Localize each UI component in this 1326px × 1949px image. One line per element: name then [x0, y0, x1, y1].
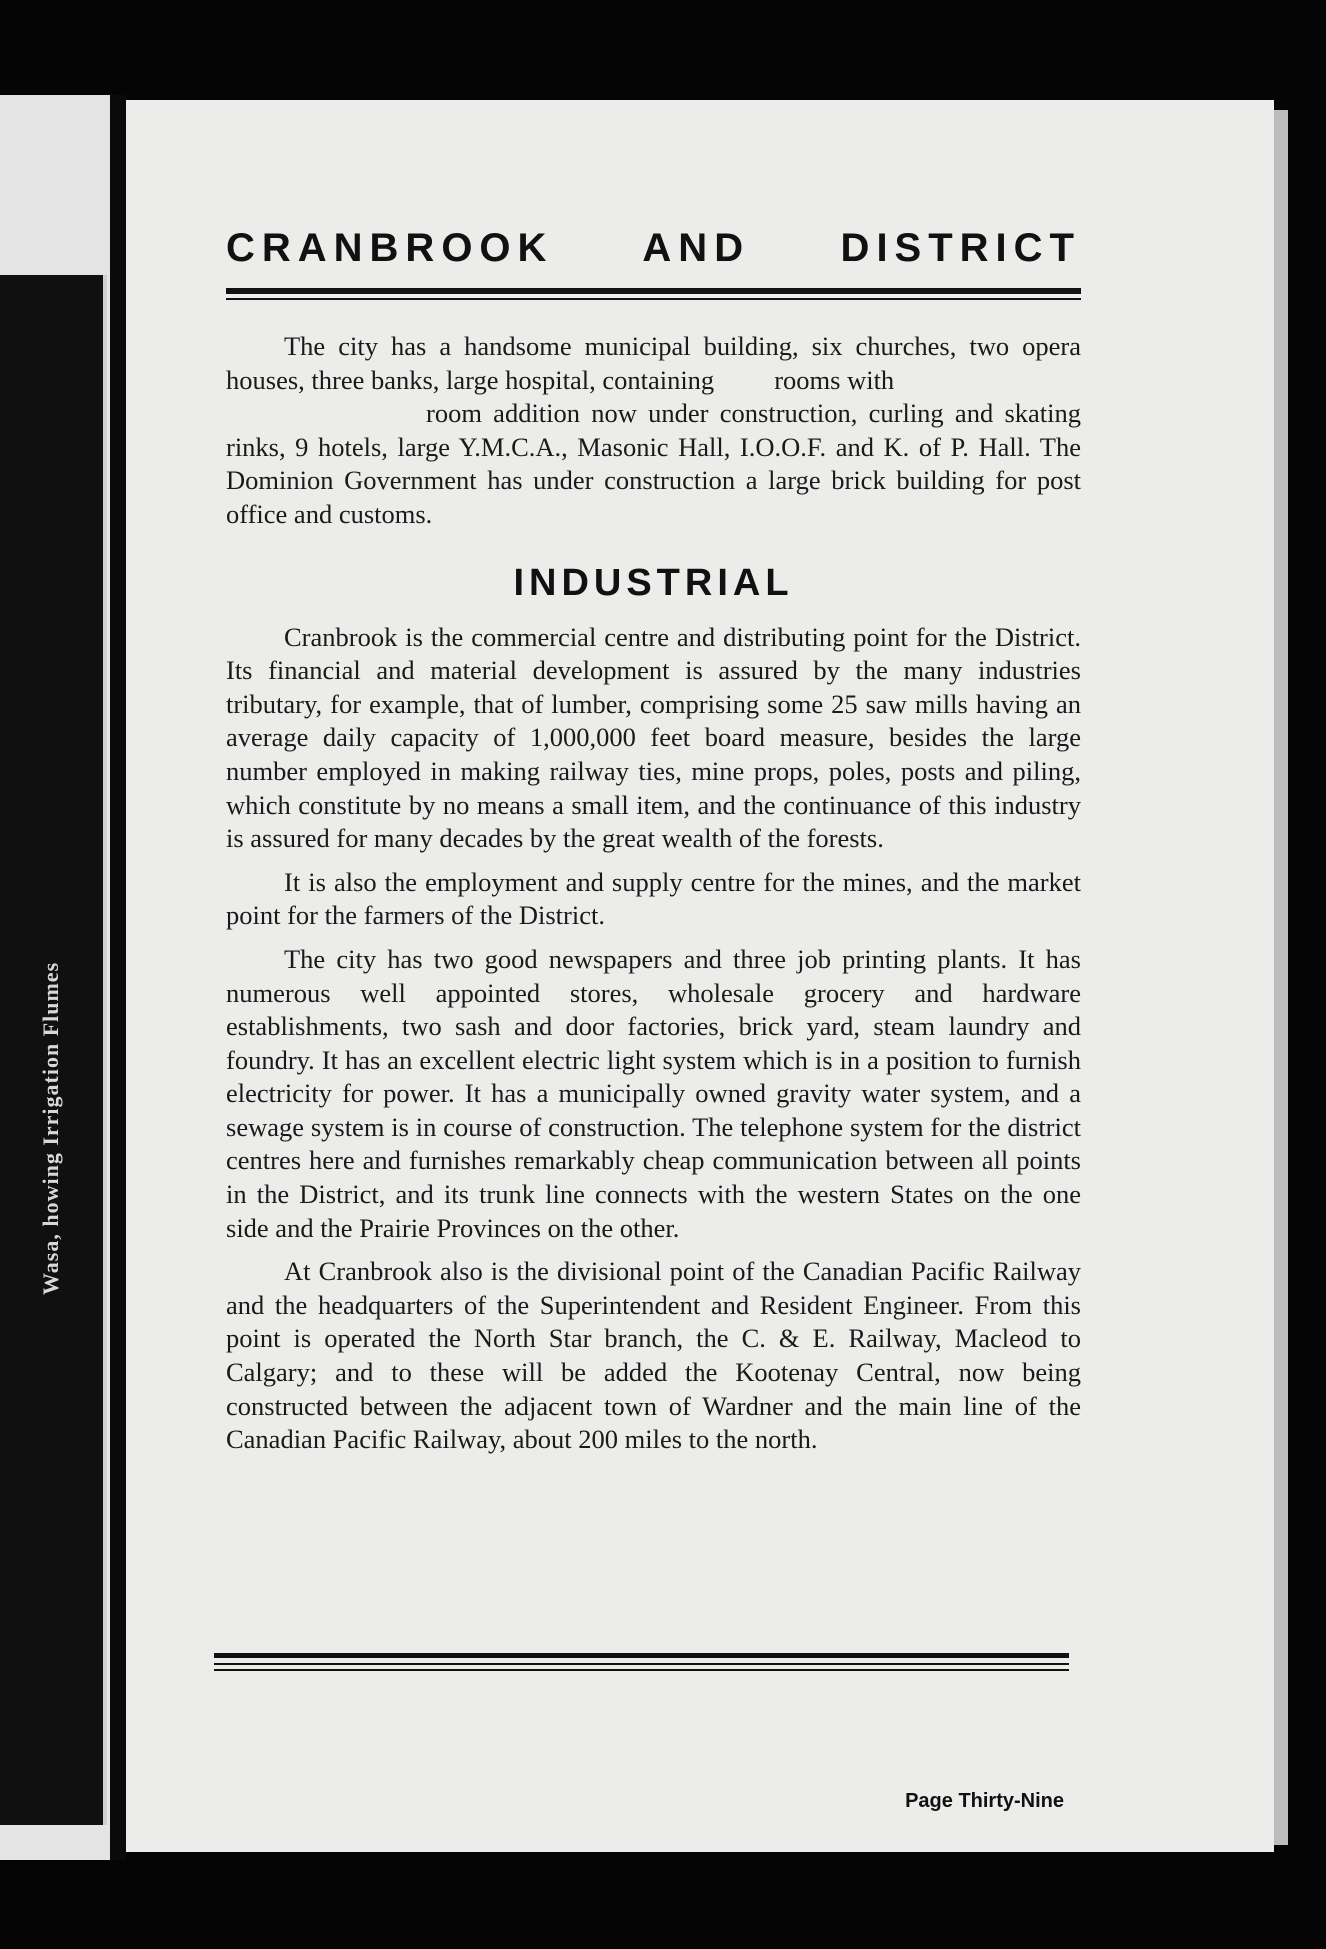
footer-rules — [214, 1653, 1069, 1671]
intro-text-b: rooms with — [774, 364, 895, 395]
page-content — [226, 228, 1081, 1457]
industrial-paragraph: At Cranbrook also is the divisional point of the Canadian Pacific Railway and the headquarters of the Superintendent and Resident Engineer. From this point is operated the North Star branch, the C. & E. Railway, Macleod to Calgary; and to these will be added the Kootenay Central, now being constructed between the adjacent town of Wardner and the main line of the Canadian Pacific Railway, about 200 miles to the north. — [226, 1256, 1081, 1455]
industrial-paragraph: The city has two good newspapers and three job printing plants. It has numerous well appointed stores, wholesale grocery and hardware establishments, two sash and door factories, brick yard, steam laundry and foundry. It has an excellent electric light system which is in a position to furnish electricity for power. It has a municipally owned gravity water system, and a sewage system is in course of construction. The telephone system for the district centres here and furnishes remarkably cheap communication between all points in the District, and its trunk line connects with the western States on the one side and the Prairie Provinces on the other. — [226, 943, 1081, 1243]
title-rule-thick — [226, 288, 1081, 294]
industrial-paragraph: Cranbrook is the commercial centre and distributing point for the District. Its financial and material development is assured by the many industries tributary, for example, that of lumber, comprising some 25 saw mills having an average daily capacity of 1,000,000 feet board measure, besides the large number employed in making railway ties, mine props, poles, posts and piling, which constitute by no means a small item, and the continuance of this industry is assured for many decades by the great wealth of the forests. — [226, 621, 1081, 854]
footer-rule-thick — [214, 1653, 1069, 1658]
intro-text-a: The city has a handsome municipal building, six churches, two opera houses, three banks, large hospital, containing — [226, 331, 1081, 395]
facing-page-edge — [0, 95, 110, 1860]
title-rule-thin — [226, 298, 1081, 300]
footer-rule-thin — [214, 1669, 1069, 1671]
footer-rule-thin — [214, 1663, 1069, 1665]
page-number: Page Thirty-Nine — [905, 1790, 1064, 1812]
industrial-paragraph: It is also the employment and supply centre for the mines, and the market point for the farmers of the District. — [226, 866, 1081, 931]
page-title: CRANBROOK AND DISTRICT — [226, 226, 1081, 270]
book-page — [126, 100, 1274, 1852]
intro-text-c: room addition now under construction, curling and skating rinks, 9 hotels, large Y.M.C.A., Masonic Hall, I.O.O.F. and K. of P. Hall. The Dominion Government has under construction a large brick building for post office and customs. — [226, 398, 1081, 529]
book-gutter — [110, 95, 126, 1860]
intro-paragraph — [226, 330, 1081, 532]
page-stack-edge — [1274, 110, 1288, 1845]
facing-page-caption: Wasa, howing Irrigation Flumes — [38, 961, 63, 1295]
section-heading-industrial: INDUSTRIAL — [513, 561, 794, 604]
